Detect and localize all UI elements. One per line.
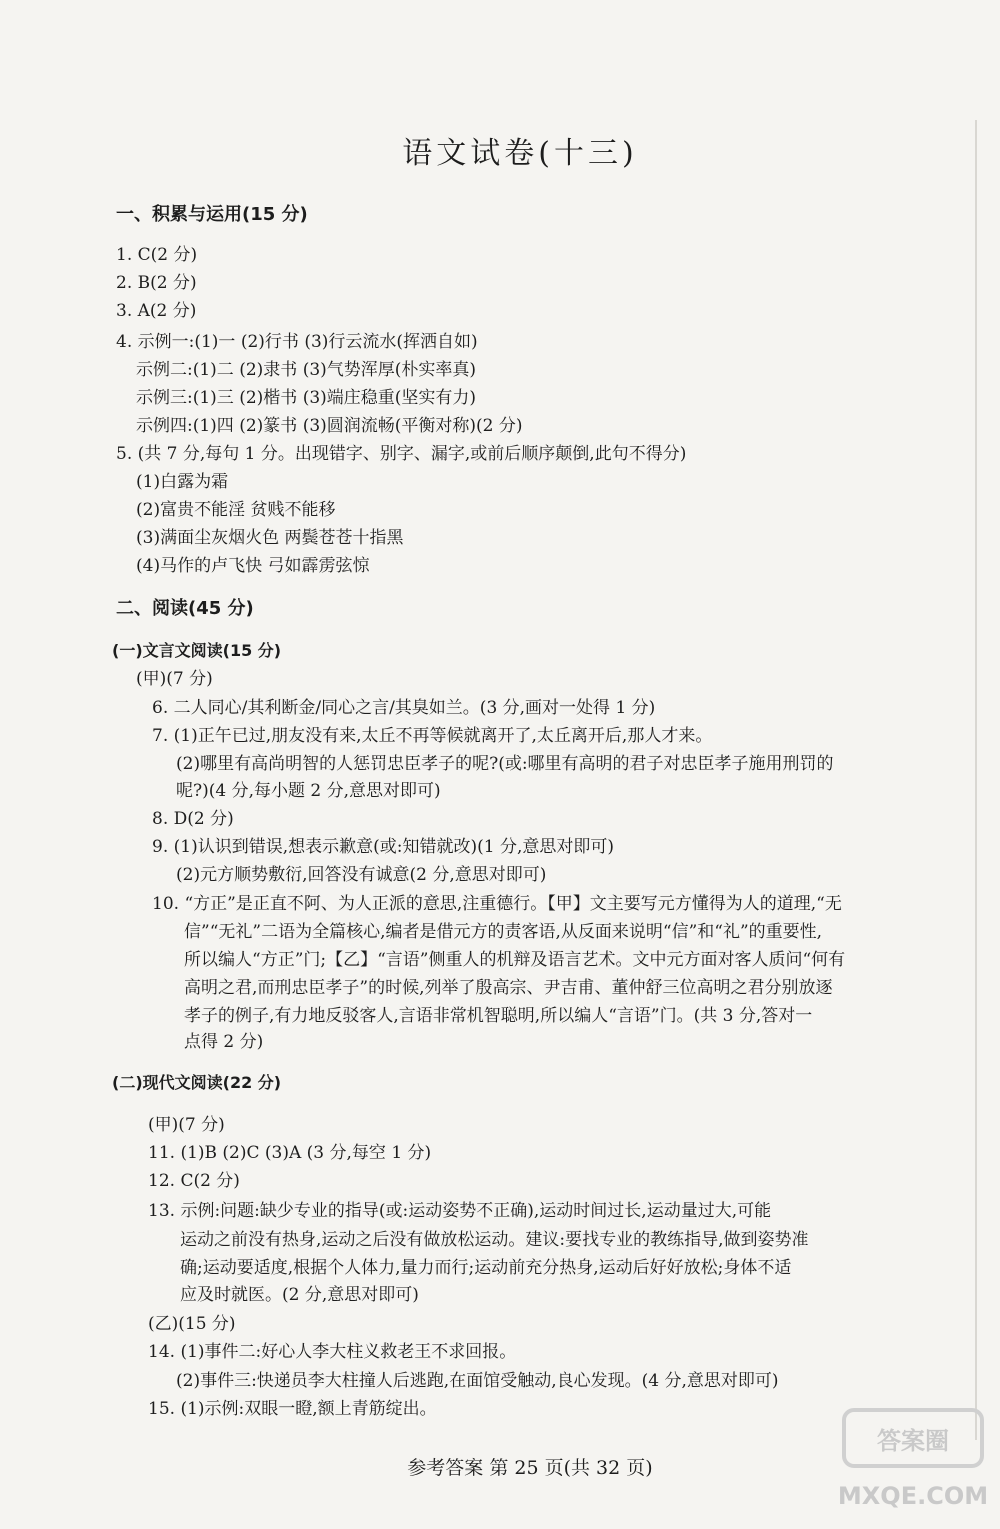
answer-line: (2)富贵不能淫 贫贱不能移 bbox=[136, 500, 336, 520]
watermark-logo bbox=[838, 1400, 988, 1520]
answer-line: 示例四:(1)四 (2)篆书 (3)圆润流畅(平衡对称)(2 分) bbox=[136, 416, 523, 436]
answer-line: (3)满面尘灰烟火色 两鬓苍苍十指黑 bbox=[136, 528, 404, 548]
answer-line: (2)事件三:快递员李大柱撞人后逃跑,在面馆受触动,良心发现。(4 分,意思对即可) bbox=[176, 1371, 779, 1391]
page-edge-shadow bbox=[975, 120, 977, 1440]
answer-line: (乙)(15 分) bbox=[148, 1314, 236, 1334]
answer-line: 4. 示例一:(1)一 (2)行书 (3)行云流水(挥洒自如) bbox=[116, 332, 478, 352]
answer-line: 14. (1)事件二:好心人李大柱义救老王不求回报。 bbox=[148, 1342, 517, 1362]
answer-line: 3. A(2 分) bbox=[116, 301, 197, 321]
answer-line: 10. “方正”是正直不阿、为人正派的意思,注重德行。【甲】文主要写元方懂得为人的道理,“无 bbox=[152, 894, 842, 914]
answer-line: 所以编人“方正”门;【乙】“言语”侧重人的机辩及语言艺术。文中元方面对客人质问“何有 bbox=[184, 950, 846, 970]
answer-line: (4)马作的卢飞快 弓如霹雳弦惊 bbox=[136, 556, 370, 576]
answer-line: 12. C(2 分) bbox=[148, 1171, 240, 1191]
answer-line: 高明之君,而刑忠臣孝子”的时候,列举了殷高宗、尹吉甫、董仲舒三位高明之君分别放逐 bbox=[184, 978, 833, 998]
answer-line: (2)元方顺势敷衍,回答没有诚意(2 分,意思对即可) bbox=[176, 865, 547, 885]
answer-line: (甲)(7 分) bbox=[148, 1115, 225, 1135]
answer-line: 8. D(2 分) bbox=[152, 809, 234, 829]
answer-line: 确;运动要适度,根据个人体力,量力而行;运动前充分热身,运动后好好放松;身体不适 bbox=[180, 1258, 792, 1278]
subsection-heading: (一)文言文阅读(15 分) bbox=[112, 641, 282, 660]
answer-line: (甲)(7 分) bbox=[136, 669, 213, 689]
answer-line: 9. (1)认识到错误,想表示歉意(或:知错就改)(1 分,意思对即可) bbox=[152, 837, 614, 857]
watermark-top-text: 答案圈 bbox=[877, 1427, 949, 1455]
answer-line: 15. (1)示例:双眼一瞪,额上青筋绽出。 bbox=[148, 1399, 437, 1419]
answer-line: 11. (1)B (2)C (3)A (3 分,每空 1 分) bbox=[148, 1143, 432, 1163]
answer-line: 6. 二人同心/其利断金/同心之言/其臭如兰。(3 分,画对一处得 1 分) bbox=[152, 698, 656, 718]
section-heading-1: 一、积累与运用(15 分) bbox=[116, 204, 308, 225]
answer-line: 应及时就医。(2 分,意思对即可) bbox=[180, 1285, 419, 1305]
watermark-graphic bbox=[838, 1400, 988, 1520]
answer-line: 信”“无礼”二语为全篇核心,编者是借元方的责客语,从反面来说明“信”和“礼”的重要性, bbox=[184, 922, 823, 942]
page-title: 语文试卷(十三) bbox=[402, 136, 638, 171]
answer-line: 孝子的例子,有力地反驳客人,言语非常机智聪明,所以编人“言语”门。(共 3 分,答对一 bbox=[184, 1006, 813, 1026]
answer-line: 点得 2 分) bbox=[184, 1032, 264, 1052]
answer-line: 示例二:(1)二 (2)隶书 (3)气势浑厚(朴实率真) bbox=[136, 360, 477, 380]
watermark-bottom-text: MXQE.COM bbox=[838, 1482, 988, 1510]
answer-line: 2. B(2 分) bbox=[116, 273, 197, 293]
answer-line: 示例三:(1)三 (2)楷书 (3)端庄稳重(坚实有力) bbox=[136, 388, 477, 408]
answer-line: (1)白露为霜 bbox=[136, 472, 229, 492]
answer-line: 呢?)(4 分,每小题 2 分,意思对即可) bbox=[176, 781, 441, 801]
section-heading-2: 二、阅读(45 分) bbox=[116, 598, 254, 619]
answer-line: 1. C(2 分) bbox=[116, 245, 198, 265]
answer-line: 7. (1)正午已过,朋友没有来,太丘不再等候就离开了,太丘离开后,那人才来。 bbox=[152, 726, 713, 746]
answer-line: 运动之前没有热身,运动之后没有做放松运动。建议:要找专业的教练指导,做到姿势准 bbox=[180, 1230, 809, 1250]
subsection-heading: (二)现代文阅读(22 分) bbox=[112, 1073, 282, 1092]
answer-line: 5. (共 7 分,每句 1 分。出现错字、别字、漏字,或前后顺序颠倒,此句不得分) bbox=[116, 444, 687, 464]
answer-line: (2)哪里有高尚明智的人惩罚忠臣孝子的呢?(或:哪里有高明的君子对忠臣孝子施用刑罚的 bbox=[176, 754, 834, 774]
page-footer: 参考答案 第 25 页(共 32 页) bbox=[407, 1457, 653, 1479]
answer-line: 13. 示例:问题:缺少专业的指导(或:运动姿势不正确),运动时间过长,运动量过大,可能 bbox=[148, 1201, 772, 1221]
